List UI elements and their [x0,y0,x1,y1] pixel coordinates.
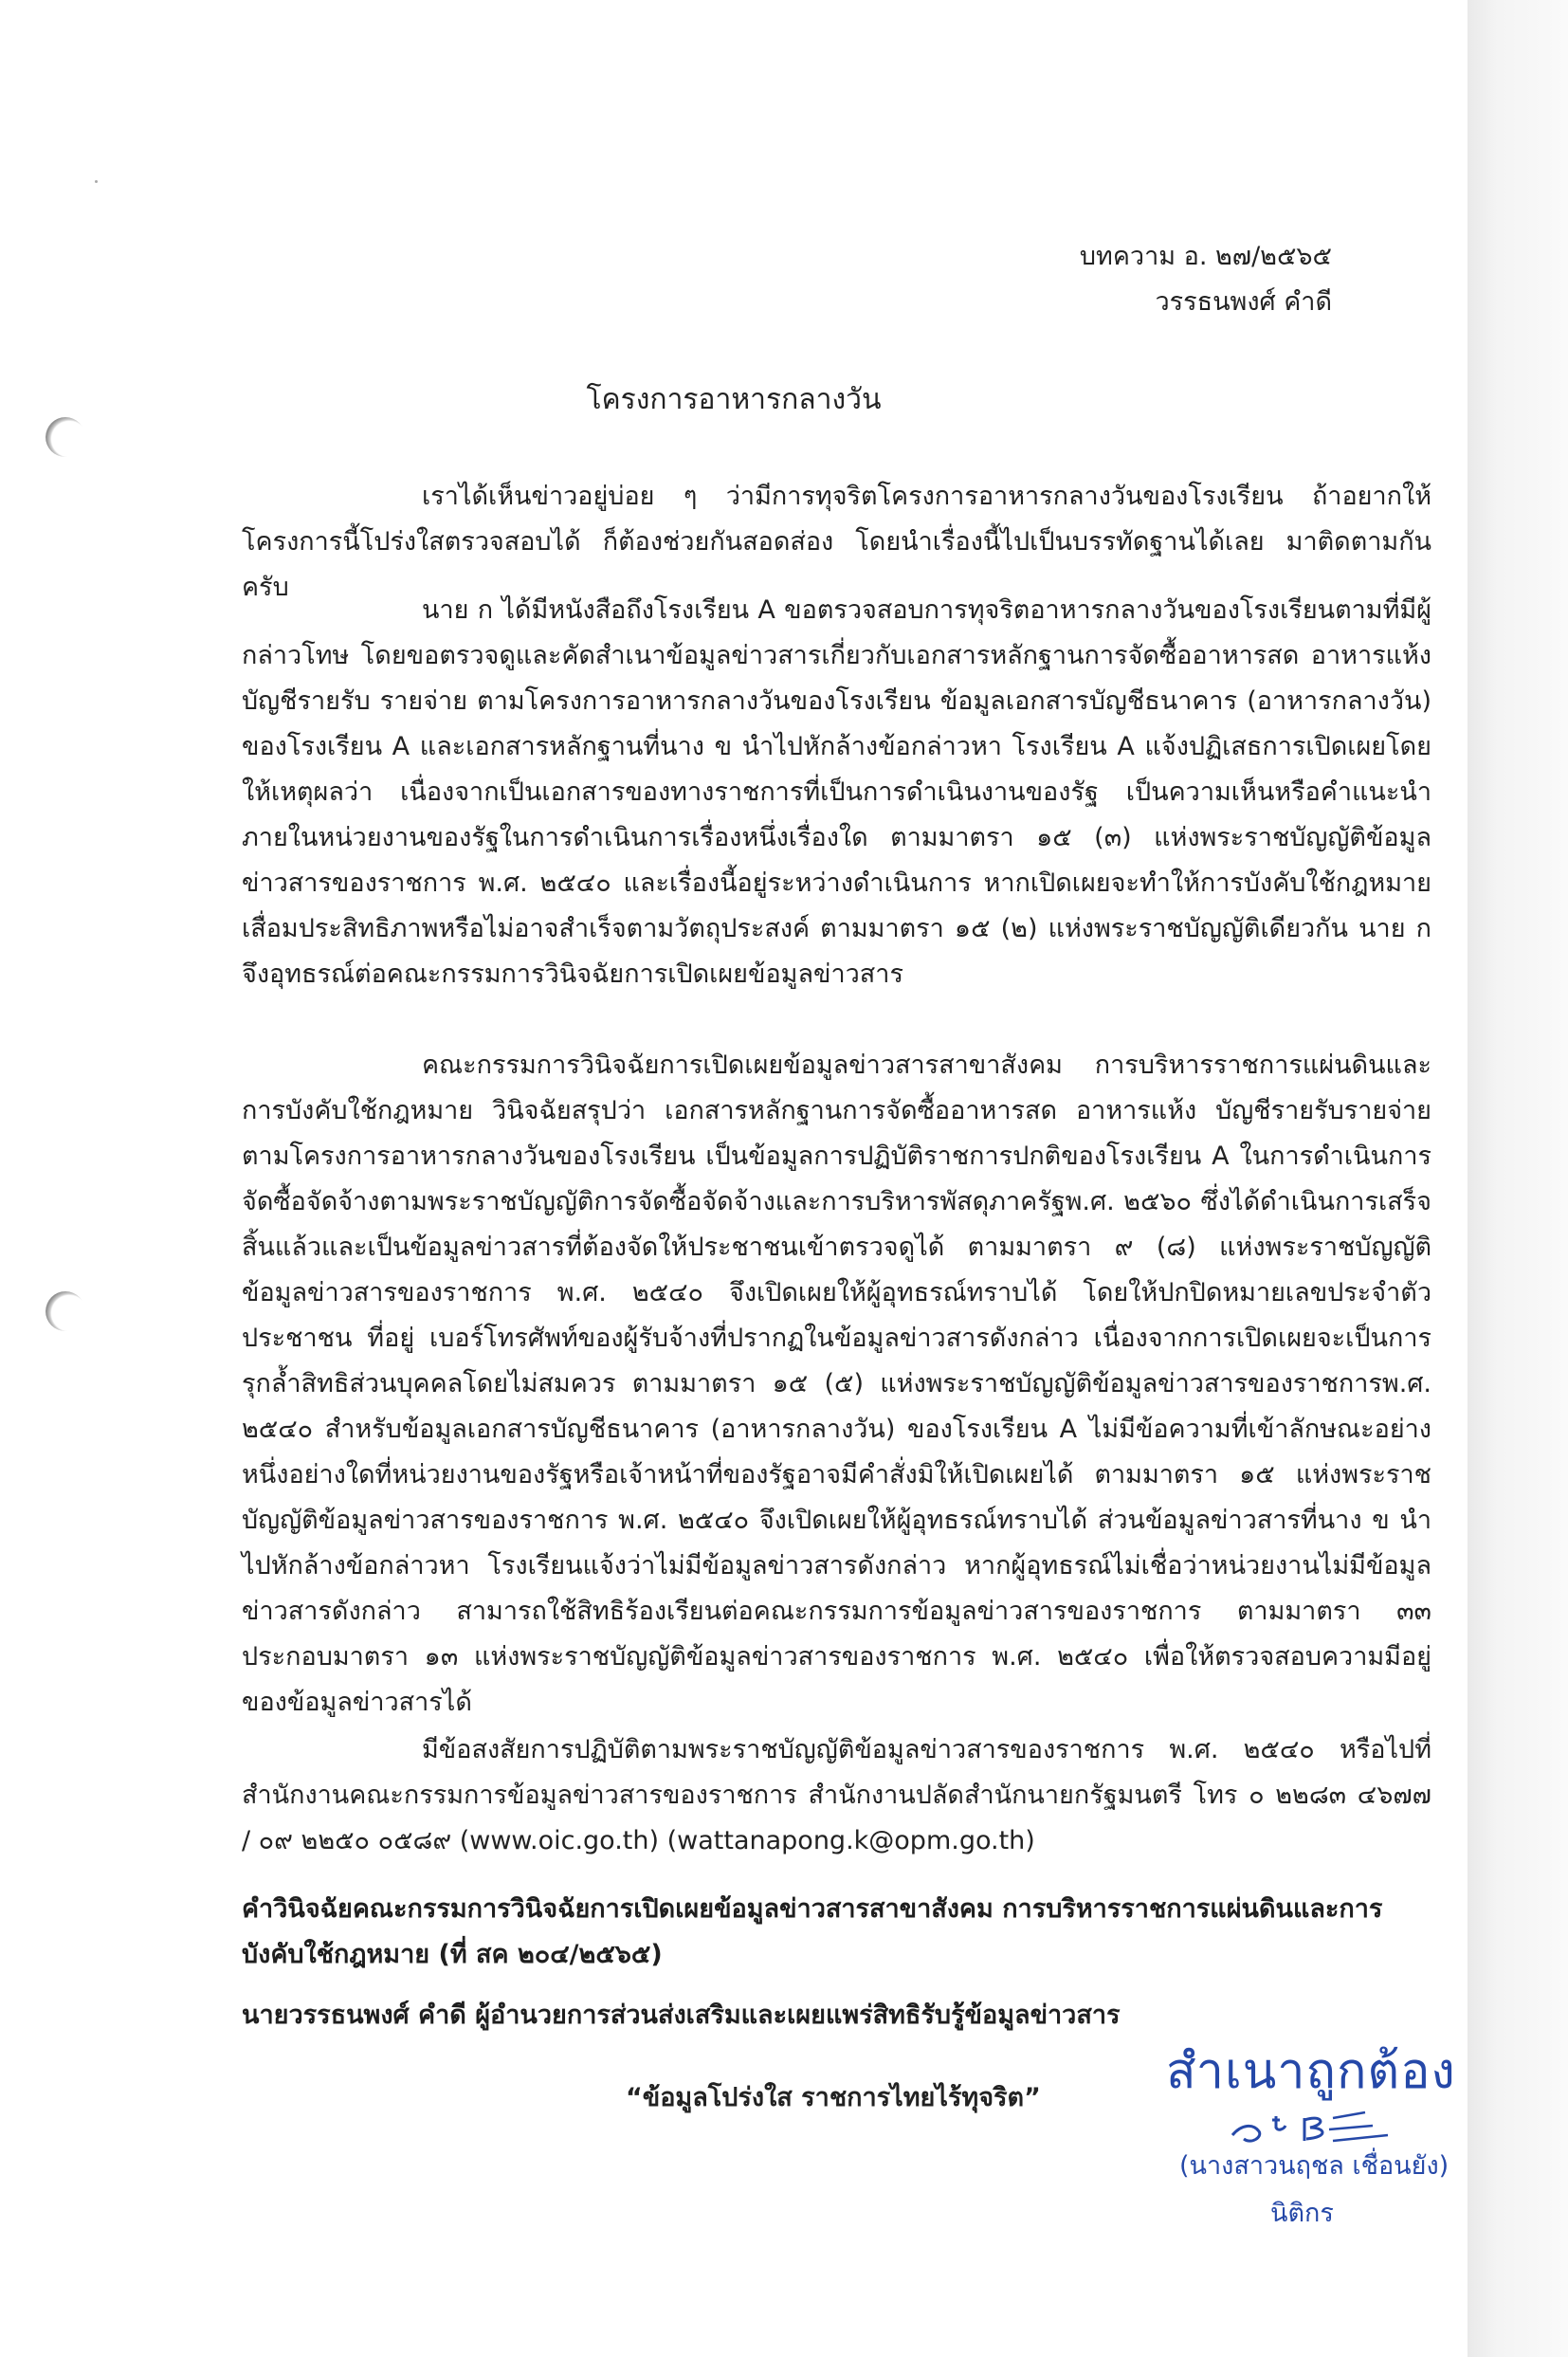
paragraph-ruling-text: คณะกรรมการวินิจฉัยการเปิดเผยข้อมูลข่าวสารสาขาสังคม การบริหารราชการแผ่นดินและการบังคับใช้กฎหมาย วินิจฉัยสรุปว่า เอกสารหลักฐานการจัดซื้ออาหารสด อาหารแห้ง บัญชีรายรับรายจ่ายตามโครงการอาหารกลางวันของโรงเรียน เป็นข้อมูลการปฏิบัติราชการปกติของโรงเรียน A ในการดำเนินการจัดซื้อจัดจ้างตามพระราชบัญญัติการจัดซื้อจัดจ้างและการบริหารพัสดุภาครัฐพ.ศ. ๒๕๖๐ ซึ่งได้ดำเนินการเสร็จสิ้นแล้วและเป็นข้อมูลข่าวสารที่ต้องจัดให้ประชาชนเข้าตรวจดูได้ ตามมาตรา ๙ (๘) แห่งพระราชบัญญัติข้อมูลข่าวสารของราชการ พ.ศ. ๒๕๔๐ จึงเปิดเผยให้ผู้อุทธรณ์ทราบได้ โดยให้ปกปิดหมายเลขประจำตัวประชาชน ที่อยู่ เบอร์โทรศัพท์ของผู้รับจ้างที่ปรากฏในข้อมูลข่าวสารดังกล่าว เนื่องจากการเปิดเผยจะเป็นการรุกล้ำสิทธิส่วนบุคคลโดยไม่สมควร ตามมาตรา ๑๕ (๕) แห่งพระราชบัญญัติข้อมูลข่าวสารของราชการพ.ศ. ๒๕๔๐ สำหรับข้อมูลเอกสารบัญชีธนาคาร (อาหารกลางวัน) ของโรงเรียน A ไม่มีข้อความที่เข้าลักษณะอย่างหนึ่งอย่างใดที่หน่วยงานของรัฐหรือเจ้าหน้าที่ของรัฐอาจมีคำสั่งมิให้เปิดเผยได้ ตามมาตรา ๑๕ แห่งพระราชบัญญัติข้อมูลข่าวสารของราชการ พ.ศ. ๒๕๔๐ จึงเปิดเผยให้ผู้อุทธรณ์ทราบได้ ส่วนข้อมูลข่าวสารที่นาง ข นำไปหักล้างข้อกล่าวหา โรงเรียนแจ้งว่าไม่มีข้อมูลข่าวสารดังกล่าว หากผู้อุทธรณ์ไม่เชื่อว่าหน่วยงานไม่มีข้อมูลข่าวสารดังกล่าว สามารถใช้สิทธิร้องเรียนต่อคณะกรรมการข้อมูลข่าวสารของราชการ ตามมาตรา ๓๓ ประกอบมาตรา ๑๓ แห่งพระราชบัญญัติข้อมูลข่าวสารของราชการ พ.ศ. ๒๕๔๐ เพื่อให้ตรวจสอบความมีอยู่ของข้อมูลข่าวสารได้ [242,1051,1431,1717]
certifier-role: นิติกร [1270,2199,1334,2228]
punch-hole-top [46,417,85,457]
punch-hole-bottom [46,1291,85,1331]
scan-speck [95,180,98,183]
signatory-line: นายวรรธนพงศ์ คำดี ผู้อำนวยการส่วนส่งเสริมและเผยแพร่สิทธิรับรู้ข้อมูลข่าวสาร [242,2001,1121,2030]
paragraph-ruling [242,1043,1431,1726]
paragraph-contact-text: มีข้อสงสัยการปฏิบัติตามพระราชบัญญัติข้อมูลข่าวสารของราชการ พ.ศ. ๒๕๔๐ หรือไปที่สำนักงานคณะกรรมการข้อมูลข่าวสารของราชการ สำนักงานปลัดสำนักนายกรัฐมนตรี โทร ๐ ๒๒๘๓ ๔๖๗๗ / ๐๙ ๒๒๕๐ ๐๕๘๙ (www.oic.go.th) (wattanapong.k@opm.go.th) [242,1735,1431,1855]
document-title: โครงการอาหารกลางวัน [586,383,882,416]
scanner-background-edge [1468,0,1568,2357]
slogan: “ข้อมูลโปร่งใส ราชการไทยไร้ทุจริต” [626,2083,1041,2112]
paragraph-intro-text: เราได้เห็นข่าวอยู่บ่อย ๆ ว่ามีการทุจริตโครงการอาหารกลางวันของโรงเรียน ถ้าอยากให้โครงการนี้โปร่งใสตรวจสอบได้ ก็ต้องช่วยกันสอดส่อง โดยนำเรื่องนี้ไปเป็นบรรทัดฐานได้เลย มาติดตามกันครับ [242,482,1431,602]
paragraph-case [242,588,1431,997]
article-reference: บทความ อ. ๒๗/๒๕๖๕ [1079,242,1332,271]
certified-copy-stamp: สำเนาถูกต้อง [1166,2043,1456,2100]
decision-reference: คำวินิจฉัยคณะกรรมการวินิจฉัยการเปิดเผยข้อมูลข่าวสารสาขาสังคม การบริหารราชการแผ่นดินและการบังคับใช้กฎหมาย (ที่ สค ๒๐๔/๒๕๖๕) [242,1894,1383,1969]
paragraph-contact [242,1727,1431,1864]
author-name: วรรธนพงศ์ คำดี [1155,287,1332,317]
paragraph-case-text: นาย ก ได้มีหนังสือถึงโรงเรียน A ขอตรวจสอบการทุจริตอาหารกลางวันของโรงเรียนตามที่มีผู้กล่าวโทษ โดยขอตรวจดูและคัดสำเนาข้อมูลข่าวสารเกี่ยวกับเอกสารหลักฐานการจัดซื้ออาหารสด อาหารแห้ง บัญชีรายรับ รายจ่าย ตามโครงการอาหารกลางวันของโรงเรียน ข้อมูลเอกสารบัญชีธนาคาร (อาหารกลางวัน) ของโรงเรียน A และเอกสารหลักฐานที่นาง ข นำไปหักล้างข้อกล่าวหา โรงเรียน A แจ้งปฏิเสธการเปิดเผยโดยให้เหตุผลว่า เนื่องจากเป็นเอกสารของทางราชการที่เป็นการดำเนินงานของรัฐ เป็นความเห็นหรือคำแนะนำภายในหน่วยงานของรัฐในการดำเนินการเรื่องหนึ่งเรื่องใด ตามมาตรา ๑๕ (๓) แห่งพระราชบัญญัติข้อมูลข่าวสารของราชการ พ.ศ. ๒๕๔๐ และเรื่องนี้อยู่ระหว่างดำเนินการ หากเปิดเผยจะทำให้การบังคับใช้กฎหมายเสื่อมประสิทธิภาพหรือไม่อาจสำเร็จตามวัตถุประสงค์ ตามมาตรา ๑๕ (๒) แห่งพระราชบัญญัติเดียวกัน นาย ก จึงอุทธรณ์ต่อคณะกรรมการวินิจฉัยการเปิดเผยข้อมูลข่าวสาร [242,595,1431,989]
certifier-name: (นางสาวนฤชล เชื่อนยัง) [1179,2151,1449,2181]
